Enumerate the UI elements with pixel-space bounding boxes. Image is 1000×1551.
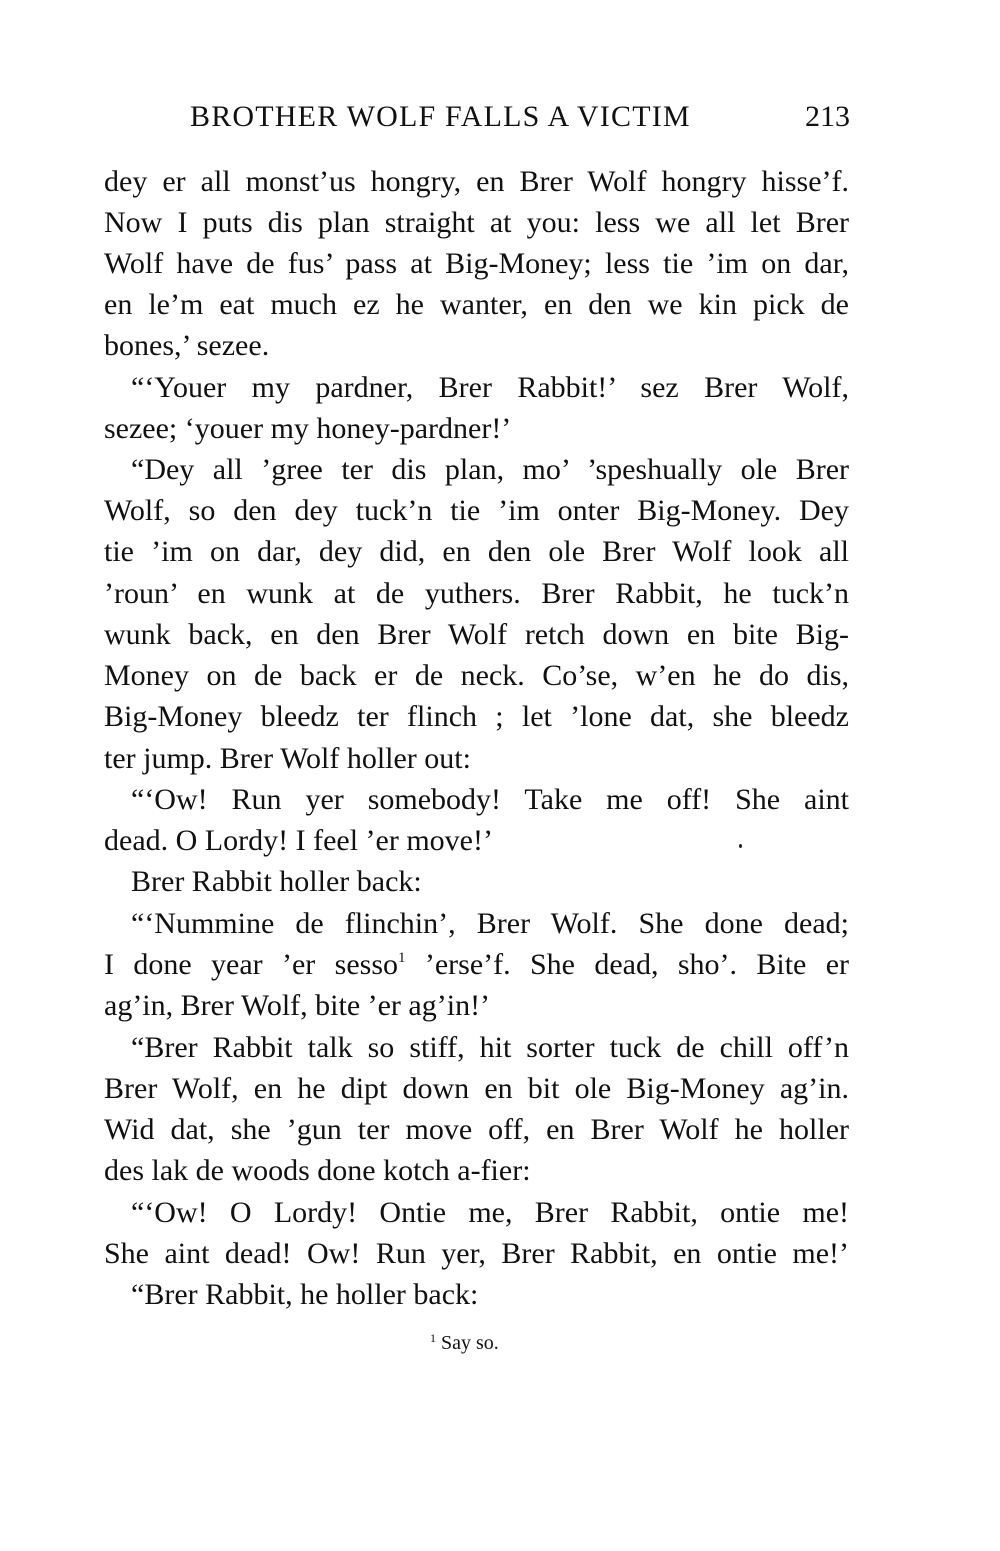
text-line: Brer Wolf, en he dipt down en bit ole Big-Money ag’in. (104, 1072, 849, 1105)
text-line: “‘Ow! O Lordy! Ontie me, Brer Rabbit, ontie me! (131, 1196, 849, 1229)
page-number: 213 (805, 100, 850, 133)
text-line: “Brer Rabbit talk so stiff, hit sorter tuck de chill off’n (131, 1031, 849, 1064)
text-line: ag’in, Brer Wolf, bite ’er ag’in!’ (104, 989, 491, 1022)
text-line: “‘Youer my pardner, Brer Rabbit!’ sez Brer Wolf, (131, 371, 849, 404)
text-line: en le’m eat much ez he wanter, en den we kin pick de (104, 288, 849, 321)
running-title: BROTHER WOLF FALLS A VICTIM (190, 100, 691, 133)
text-line: Money on de back er de neck. Co’se, w’en he do dis, (104, 659, 849, 692)
text-line: Big-Money bleedz ter flinch ; let ’lone dat, she bleedz (104, 700, 849, 733)
running-head (190, 100, 850, 140)
text-line: Wolf, so den dey tuck’n tie ’im onter Big-Money. Dey (104, 494, 849, 527)
text-line: “Brer Rabbit, he holler back: (131, 1278, 479, 1311)
text-line: Wolf have de fus’ pass at Big-Money; less tie ’im on dar, (104, 247, 849, 280)
text-line: “‘Nummine de flinchin’, Brer Wolf. She done dead; (131, 907, 849, 940)
text-line: Now I puts dis plan straight at you: less we all let Brer (104, 206, 849, 239)
text-line: She aint dead! Ow! Run yer, Brer Rabbit, en ontie me!’ (104, 1237, 849, 1270)
text-line: ter jump. Brer Wolf holler out: (104, 742, 471, 775)
footnote (430, 1332, 499, 1355)
footnote-text: Say so. (436, 1332, 499, 1354)
text-line: wunk back, en den Brer Wolf retch down en bite Big- (104, 618, 849, 651)
text-line: dey er all monst’us hongry, en Brer Wolf hongry hisse’f. (104, 165, 849, 198)
text-line: “Dey all ’gree ter dis plan, mo’ ’speshually ole Brer (131, 453, 849, 486)
text-line-with-footnote-ref (104, 945, 849, 985)
text-line: Wid dat, she ’gun ter move off, en Brer Wolf he holler (104, 1113, 849, 1146)
line-segment: ’erse’f. She dead, sho’. Bite er (405, 948, 850, 981)
footnote-marker: 1 (430, 1331, 436, 1345)
text-line: des lak de woods done kotch a-fier: (104, 1154, 531, 1187)
text-line: tie ’im on dar, dey did, en den ole Brer Wolf look all (104, 535, 849, 568)
text-line: sezee; ‘youer my honey-pardner!’ (104, 412, 512, 445)
text-line: ’roun’ en wunk at de yuthers. Brer Rabbit, he tuck’n (104, 577, 849, 610)
text-line: “‘Ow! Run yer somebody! Take me off! She aint (131, 783, 849, 816)
footnote-reference: 1 (398, 950, 406, 966)
text-line: Brer Rabbit holler back: (131, 865, 422, 898)
print-speck (739, 844, 742, 848)
text-line: bones,’ sezee. (104, 329, 270, 362)
line-segment: I done year ’er sesso (104, 948, 398, 981)
text-line: dead. O Lordy! I feel ’er move!’ (104, 824, 493, 857)
